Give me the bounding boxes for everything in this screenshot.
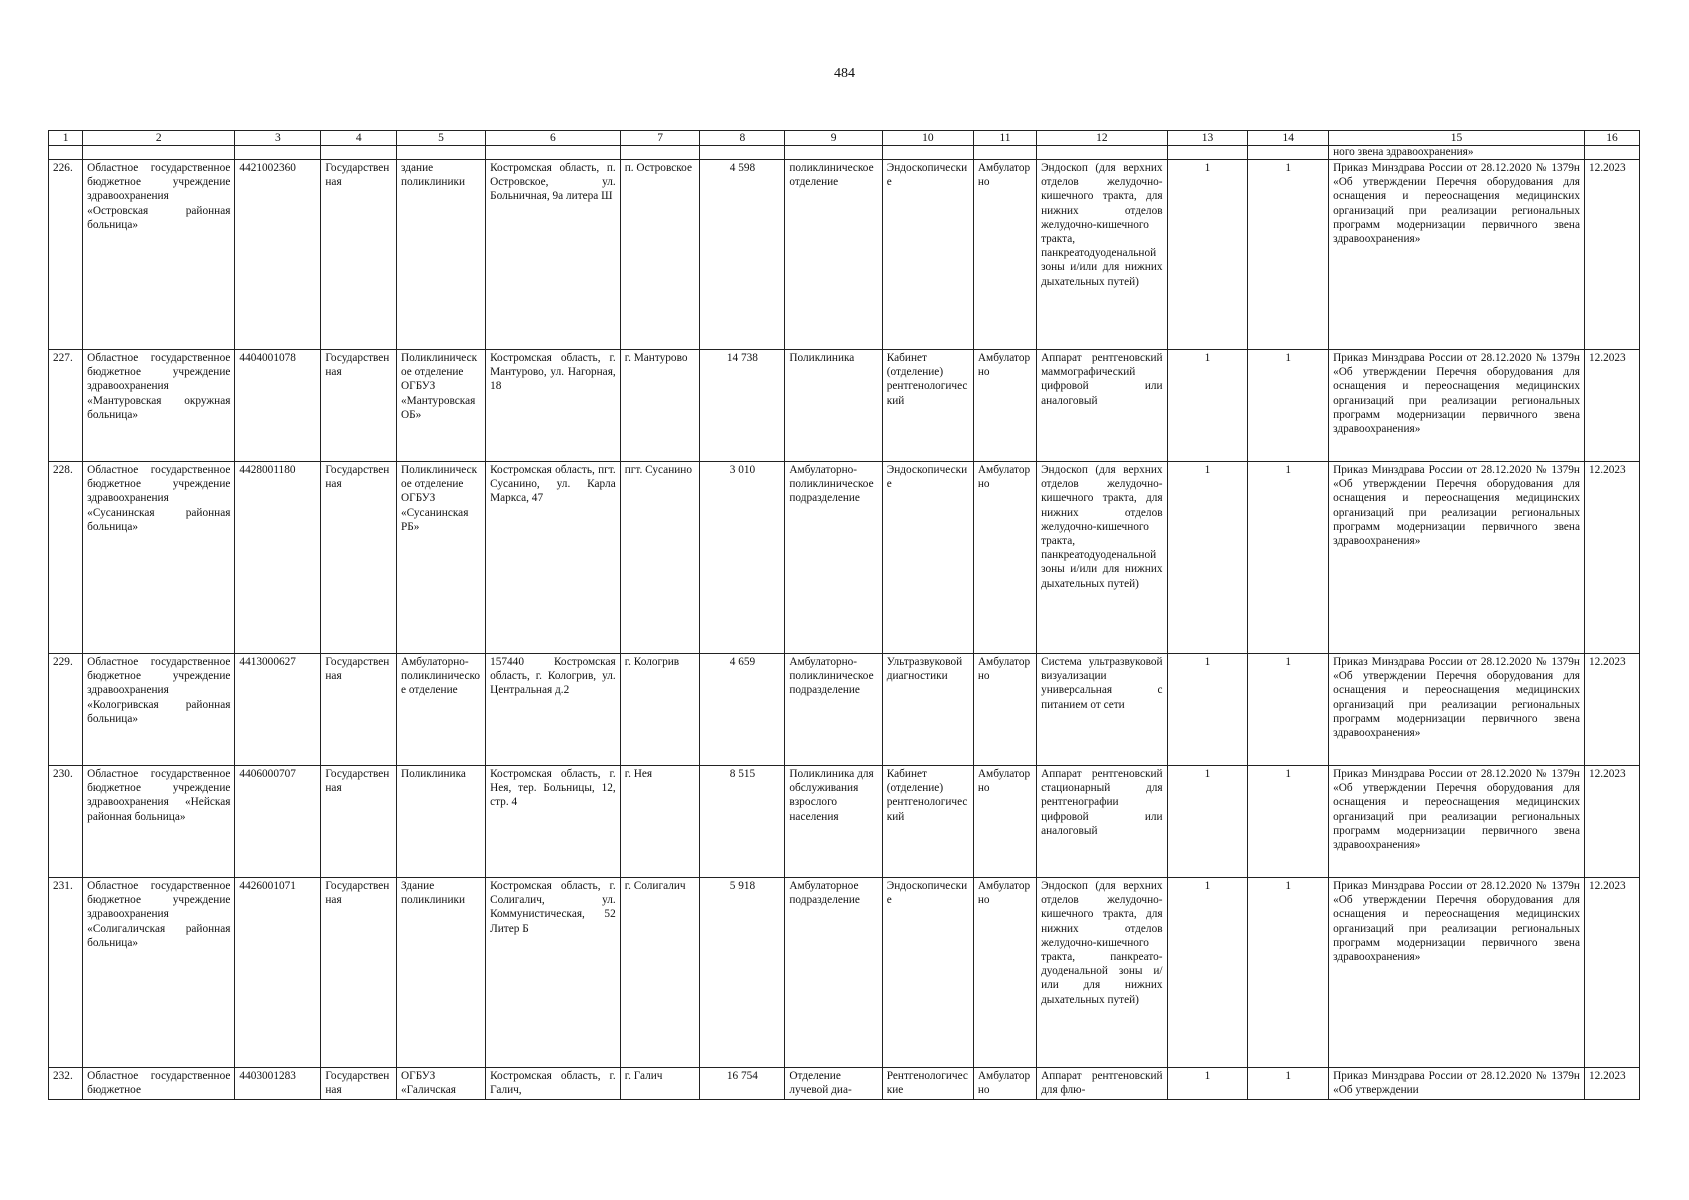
ownership: Государственная [321, 654, 397, 766]
population: 16 754 [700, 1068, 785, 1100]
division: поликлиническое отделение [785, 160, 882, 350]
locality: г. Солигалич [620, 878, 700, 1068]
order-reference: Приказ Минздрава России от 28.12.2020 № 1379н «Об утверждении [1329, 1068, 1585, 1100]
locality: г. Кологрив [620, 654, 700, 766]
order-reference: Приказ Минздрава России от 28.12.2020 № 1379н «Об утверждении Перечня оборудования для оснащения и переоснащения медицинских организаций при реализации региональных программ модернизации первичного звена здравоохранения» [1329, 350, 1585, 462]
order-reference: Приказ Минздрава России от 28.12.2020 № 1379н «Об утверждении Перечня оборудования для оснащения и переоснащения медицинских организаций при реализации региональных программ модернизации первичного звена здравоохранения» [1329, 654, 1585, 766]
col-header: 1 [49, 131, 83, 146]
care-form: Амбулаторно [973, 654, 1036, 766]
inn: 4428001180 [235, 462, 321, 654]
address: Костромская область, г. Галич, [486, 1068, 621, 1100]
care-form: Амбулаторно [973, 160, 1036, 350]
division: Поликлиника [785, 350, 882, 462]
inn: 4404001078 [235, 350, 321, 462]
col-header: 13 [1167, 131, 1248, 146]
address: Костромская область, г. Солигалич, ул. Коммунистическая, 52 Литер Б [486, 878, 621, 1068]
organization-name: Областное государственное бюджетное учреждение здравоохранения «Солигаличская районная больница» [83, 878, 235, 1068]
care-form: Амбулаторно [973, 1068, 1036, 1100]
order-reference: Приказ Минздрава России от 28.12.2020 № 1379н «Об утверждении Перечня оборудования для оснащения и переоснащения медицинских организаций при реализации региональных программ модернизации первичного звена здравоохранения» [1329, 462, 1585, 654]
table-row [49, 654, 1640, 766]
due-date: 12.2023 [1584, 350, 1639, 462]
quantity-13: 1 [1167, 350, 1248, 462]
table-row [49, 462, 1640, 654]
organization-name: Областное государственное бюджетное учреждение здравоохранения «Мантуровская окружная больница» [83, 350, 235, 462]
unit: Рентгенологические [882, 1068, 973, 1100]
facilities-table-wrap [48, 130, 1640, 1106]
row-number: 226. [49, 160, 83, 350]
col-header: 11 [973, 131, 1036, 146]
locality: г. Галич [620, 1068, 700, 1100]
care-form: Амбулаторно [973, 462, 1036, 654]
care-form: Амбулаторно [973, 350, 1036, 462]
address: Костромская область, г. Нея, тер. Больницы, 12, стр. 4 [486, 766, 621, 878]
unit: Ультразвуковой диагностики [882, 654, 973, 766]
equipment: Эндоскоп (для верхних отделов желудочно-кишечного тракта, для нижних отделов желудочно-кишечного тракта, панкреато-дуоденальной зоны и/или для нижних дыхательных путей) [1037, 878, 1168, 1068]
organization-name: Областное государственное бюджетное учреждение здравоохранения «Кологривская районная больница» [83, 654, 235, 766]
building: Поликлиническое отделение ОГБУЗ «Сусанинская РБ» [397, 462, 486, 654]
population: 4 659 [700, 654, 785, 766]
row-number: 227. [49, 350, 83, 462]
quantity-13: 1 [1167, 654, 1248, 766]
due-date: 12.2023 [1584, 766, 1639, 878]
col-header: 9 [785, 131, 882, 146]
table-row [49, 1068, 1640, 1100]
quantity-14: 1 [1248, 160, 1329, 350]
address: 157440 Костромская область, г. Кологрив, ул. Центральная д.2 [486, 654, 621, 766]
col-header: 15 [1329, 131, 1585, 146]
organization-name: Областное государственное бюджетное учреждение здравоохранения «Нейская районная больница» [83, 766, 235, 878]
address: Костромская область, г. Мантурово, ул. Нагорная, 18 [486, 350, 621, 462]
locality: г. Нея [620, 766, 700, 878]
order-reference: Приказ Минздрава России от 28.12.2020 № 1379н «Об утверждении Перечня оборудования для оснащения и переоснащения медицинских организаций при реализации региональных программ модернизации первичного звена здравоохранения» [1329, 766, 1585, 878]
division: Амбулаторно-поликлиническое подразделение [785, 654, 882, 766]
row-number: 230. [49, 766, 83, 878]
division: Амбулаторно-поликлиническое подразделение [785, 462, 882, 654]
unit: Эндоскопические [882, 160, 973, 350]
ownership: Государственная [321, 878, 397, 1068]
division: Отделение лучевой диа- [785, 1068, 882, 1100]
organization-name: Областное государственное бюджетное учреждение здравоохранения «Сусанинская районная больница» [83, 462, 235, 654]
population: 5 918 [700, 878, 785, 1068]
unit: Кабинет (отделение) рентгенологический [882, 766, 973, 878]
page-number: 484 [834, 66, 855, 81]
organization-name: Областное государственное бюджетное [83, 1068, 235, 1100]
col-header: 4 [321, 131, 397, 146]
table-row [49, 160, 1640, 350]
inn: 4406000707 [235, 766, 321, 878]
building: Поликлиническое отделение ОГБУЗ «Мантуровская ОБ» [397, 350, 486, 462]
order-reference: Приказ Минздрава России от 28.12.2020 № 1379н «Об утверждении Перечня оборудования для оснащения и переоснащения медицинских организаций при реализации региональных программ модернизации первичного звена здравоохранения» [1329, 160, 1585, 350]
quantity-13: 1 [1167, 160, 1248, 350]
care-form: Амбулаторно [973, 878, 1036, 1068]
building: Поликлиника [397, 766, 486, 878]
col-header: 14 [1248, 131, 1329, 146]
quantity-13: 1 [1167, 766, 1248, 878]
row-number: 228. [49, 462, 83, 654]
due-date: 12.2023 [1584, 654, 1639, 766]
address: Костромская область, п. Островское, ул. Больничная, 9а литера Ш [486, 160, 621, 350]
row-number: 231. [49, 878, 83, 1068]
building: ОГБУЗ «Галичская [397, 1068, 486, 1100]
col-header: 5 [397, 131, 486, 146]
locality: пгт. Сусанино [620, 462, 700, 654]
population: 14 738 [700, 350, 785, 462]
equipment: Аппарат рентгеновский маммографический цифровой или аналоговый [1037, 350, 1168, 462]
population: 4 598 [700, 160, 785, 350]
equipment: Эндоскоп (для верхних отделов желудочно-кишечного тракта, для нижних отделов желудочно-кишечного тракта, панкреатодуоденальной зоны и/или для нижних дыхательных путей) [1037, 462, 1168, 654]
quantity-13: 1 [1167, 878, 1248, 1068]
table-row [49, 766, 1640, 878]
locality: п. Островское [620, 160, 700, 350]
row-number: 232. [49, 1068, 83, 1100]
inn: 4413000627 [235, 654, 321, 766]
population: 8 515 [700, 766, 785, 878]
unit: Кабинет (отделение) рентгенологический [882, 350, 973, 462]
due-date: 12.2023 [1584, 160, 1639, 350]
quantity-14: 1 [1248, 1068, 1329, 1100]
ownership: Государственная [321, 462, 397, 654]
col-header: 12 [1037, 131, 1168, 146]
equipment: Система ультразвуковой визуализации универсальная с питанием от сети [1037, 654, 1168, 766]
inn: 4421002360 [235, 160, 321, 350]
due-date: 12.2023 [1584, 462, 1639, 654]
equipment: Эндоскоп (для верхних отделов желудочно-кишечного тракта, для нижних отделов желудочно-кишечного тракта, панкреатодуоденальной зоны и/или для нижних дыхательных путей) [1037, 160, 1168, 350]
due-date: 12.2023 [1584, 878, 1639, 1068]
table-row [49, 878, 1640, 1068]
building: Здание поликлиники [397, 878, 486, 1068]
order-reference: Приказ Минздрава России от 28.12.2020 № 1379н «Об утверждении Перечня оборудования для оснащения и переоснащения медицинских организаций при реализации региональных программ модернизации первичного звена здравоохранения» [1329, 878, 1585, 1068]
carryover-text: ного звена здравоохранения» [1329, 146, 1585, 160]
quantity-14: 1 [1248, 878, 1329, 1068]
population: 3 010 [700, 462, 785, 654]
col-header: 2 [83, 131, 235, 146]
col-header: 10 [882, 131, 973, 146]
due-date: 12.2023 [1584, 1068, 1639, 1100]
building: здание поликлиники [397, 160, 486, 350]
quantity-14: 1 [1248, 462, 1329, 654]
equipment: Аппарат рентгеновский для флю- [1037, 1068, 1168, 1100]
facilities-table [48, 130, 1640, 1100]
row-number: 229. [49, 654, 83, 766]
ownership: Государственная [321, 1068, 397, 1100]
quantity-14: 1 [1248, 350, 1329, 462]
quantity-13: 1 [1167, 462, 1248, 654]
col-header: 6 [486, 131, 621, 146]
division: Амбулаторное подразделение [785, 878, 882, 1068]
unit: Эндоскопические [882, 878, 973, 1068]
carryover-row [49, 146, 1640, 160]
table-row [49, 350, 1640, 462]
division: Поликлиника для обслуживания взрослого населения [785, 766, 882, 878]
col-header: 8 [700, 131, 785, 146]
quantity-14: 1 [1248, 654, 1329, 766]
inn: 4403001283 [235, 1068, 321, 1100]
quantity-13: 1 [1167, 1068, 1248, 1100]
column-number-row [49, 131, 1640, 146]
locality: г. Мантурово [620, 350, 700, 462]
equipment: Аппарат рентгеновский стационарный для рентгенографии цифровой или аналоговый [1037, 766, 1168, 878]
address: Костромская область, пгт. Сусанино, ул. Карла Маркса, 47 [486, 462, 621, 654]
col-header: 7 [620, 131, 700, 146]
col-header: 3 [235, 131, 321, 146]
building: Амбулаторно-поликлиническое отделение [397, 654, 486, 766]
quantity-14: 1 [1248, 766, 1329, 878]
inn: 4426001071 [235, 878, 321, 1068]
ownership: Государственная [321, 350, 397, 462]
col-header: 16 [1584, 131, 1639, 146]
unit: Эндоскопические [882, 462, 973, 654]
organization-name: Областное государственное бюджетное учреждение здравоохранения «Островская районная больница» [83, 160, 235, 350]
ownership: Государственная [321, 160, 397, 350]
ownership: Государственная [321, 766, 397, 878]
care-form: Амбулаторно [973, 766, 1036, 878]
